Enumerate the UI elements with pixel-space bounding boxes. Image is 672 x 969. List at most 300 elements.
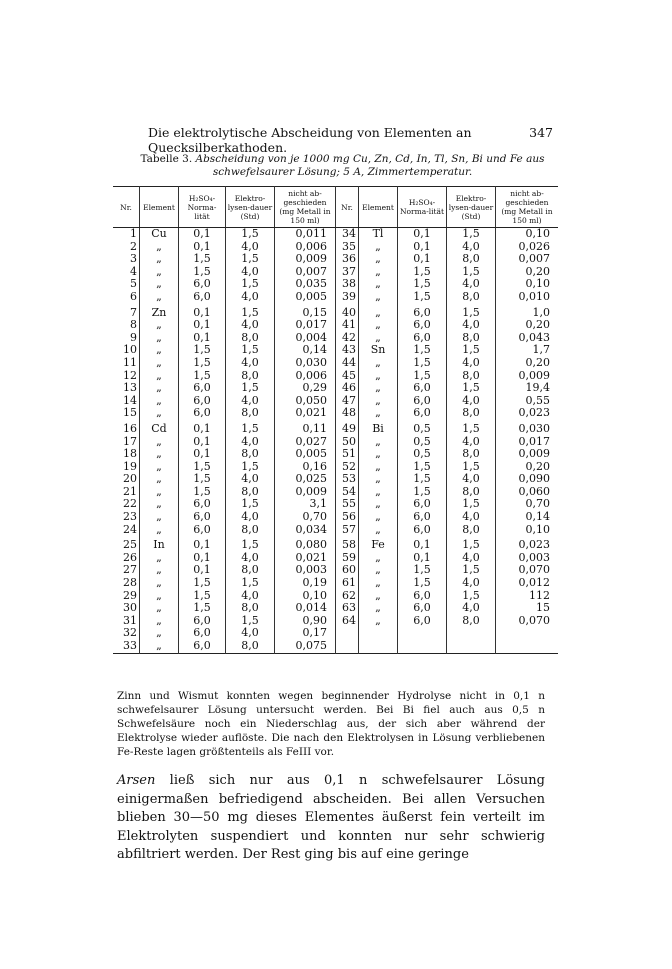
table-cell: 4,0 [447, 511, 496, 524]
table-cell: 19 [113, 461, 140, 474]
table-row [113, 473, 558, 486]
table-row [113, 253, 558, 266]
table-cell: 0,1 [179, 552, 226, 565]
table-cell: 0,014 [275, 602, 336, 615]
table-cell: Fe [359, 536, 398, 552]
table-cell: 1 [113, 228, 140, 241]
table-cell: 0,20 [525, 459, 550, 473]
table-cell: 22 [113, 498, 140, 511]
table-cell: 1,5 [398, 486, 447, 499]
table-cell [336, 627, 359, 640]
table-cell: 8 [113, 319, 140, 332]
table-cell: 8,0 [226, 448, 275, 461]
paragraph-text: ließ sich nur aus 0,1 n schwefelsaurer Lösung einigermaßen befriedigend abscheiden. Bei allen Versuchen blieben 30—50 mg dieses Elementes äußerst fein verteilt im Elektrolyten suspendiert und konnten nur sehr schwierig abfiltriert werden. Der Rest ging bis auf eine geringe [117, 773, 545, 862]
table-cell [336, 640, 359, 653]
table-cell: 4,0 [226, 291, 275, 304]
column-header: H₂SO₄-Norma-lität [179, 187, 226, 228]
table-cell: 0,004 [275, 332, 336, 345]
table-cell: 4,0 [226, 319, 275, 332]
table-cell: 27 [113, 564, 140, 577]
table-cell [398, 627, 447, 640]
table-row [113, 552, 558, 565]
table-cell: 0,1 [179, 536, 226, 552]
table-cell: 4,0 [447, 602, 496, 615]
table-cell: 0,025 [275, 473, 336, 486]
table-cell: 36 [336, 253, 359, 266]
table-cell: 1,5 [447, 266, 496, 279]
table-cell: 4,0 [447, 552, 496, 565]
column-header: Element [140, 187, 179, 228]
table-cell: 47 [336, 395, 359, 408]
table-cell: 1,5 [226, 420, 275, 436]
table-cell: 8,0 [447, 407, 496, 420]
table-row [113, 370, 558, 383]
table-cell: 63 [336, 602, 359, 615]
table-cell: 0,009 [518, 447, 550, 461]
table-cell: 1,0 [532, 305, 550, 319]
table-cell: 1,5 [398, 344, 447, 357]
table-cell: 6 [113, 291, 140, 304]
table-cell: 0,5 [398, 448, 447, 461]
table-cell: 1,5 [179, 253, 226, 266]
table-row [113, 536, 558, 552]
table-cell: „ [359, 448, 398, 461]
table-cell: 6,0 [179, 498, 226, 511]
table-cell: „ [140, 436, 179, 449]
table-row [113, 524, 558, 537]
table-row [113, 590, 558, 603]
table-cell: 1,5 [398, 357, 447, 370]
table-cell: 37 [336, 266, 359, 279]
table-cell: 4,0 [226, 266, 275, 279]
table-cell: 41 [336, 319, 359, 332]
table-row [113, 407, 558, 420]
table-cell: „ [359, 278, 398, 291]
table-cell: 0,030 [275, 357, 336, 370]
table-cell: 59 [336, 552, 359, 565]
table-cell: 8,0 [447, 448, 496, 461]
table-cell: 4,0 [226, 590, 275, 603]
table-row [113, 627, 558, 640]
table-cell: „ [140, 448, 179, 461]
table-cell: 1,5 [398, 564, 447, 577]
table-row [113, 332, 558, 345]
table-cell: 0,10 [525, 277, 550, 291]
table-cell: 62 [336, 590, 359, 603]
table-cell: Cu [140, 228, 179, 241]
table-cell: 0,14 [275, 344, 336, 357]
table-cell [359, 640, 398, 653]
table-cell: 6,0 [398, 590, 447, 603]
table-cell: 45 [336, 370, 359, 383]
table-cell: 1,5 [179, 357, 226, 370]
table-cell: 0,050 [275, 395, 336, 408]
table-cell: 0,1 [179, 319, 226, 332]
table-cell: „ [140, 253, 179, 266]
table-row [113, 278, 558, 291]
table-cell: 24 [113, 524, 140, 537]
table-cell: 1,5 [447, 304, 496, 320]
column-header: nicht ab-geschieden (mg Metall in 150 ml) [496, 187, 559, 228]
table-cell: 0,027 [275, 436, 336, 449]
table-cell: 0,15 [275, 304, 336, 320]
table-cell: 34 [336, 228, 359, 241]
table-cell: 8,0 [447, 486, 496, 499]
table-row [113, 395, 558, 408]
table-cell: 25 [113, 536, 140, 552]
table-cell: 6,0 [398, 498, 447, 511]
table-cell: „ [140, 577, 179, 590]
table-cell: „ [359, 524, 398, 537]
table-cell: 6,0 [179, 615, 226, 628]
table-cell: „ [140, 564, 179, 577]
table-cell: 1,5 [226, 536, 275, 552]
table-cell: 0,1 [398, 241, 447, 254]
table-cell: 0,043 [518, 330, 550, 344]
table-row [113, 228, 558, 241]
table-cell: 49 [336, 420, 359, 436]
table-cell: 1,5 [398, 278, 447, 291]
table-cell: 8,0 [226, 407, 275, 420]
table-cell: 50 [336, 436, 359, 449]
table-cell: 0,19 [275, 577, 336, 590]
table-cell: 0,009 [275, 486, 336, 499]
table-cell: 1,5 [447, 498, 496, 511]
table-cell: 42 [336, 332, 359, 345]
table-cell: 0,70 [525, 497, 550, 511]
table-header-row [113, 187, 558, 228]
table-cell: „ [140, 357, 179, 370]
table-cell: 31 [113, 615, 140, 628]
table-cell: „ [359, 266, 398, 279]
table-cell: 0,023 [518, 406, 550, 420]
table-cell [496, 627, 559, 640]
table-cell: 54 [336, 486, 359, 499]
table-cell: „ [140, 552, 179, 565]
table-cell: 40 [336, 304, 359, 320]
table-cell: 1,5 [398, 370, 447, 383]
table-cell: 0,070 [518, 563, 550, 577]
table-cell: 13 [113, 382, 140, 395]
table-cell: 1,5 [226, 228, 275, 241]
table-cell: 4,0 [447, 577, 496, 590]
table-cell: 21 [113, 486, 140, 499]
table-cell: 6,0 [179, 278, 226, 291]
column-header: Nr. [113, 187, 140, 228]
table-cell: „ [140, 370, 179, 383]
table-cell: 9 [113, 332, 140, 345]
table-cell: 0,034 [275, 524, 336, 537]
table-cell: 6,0 [398, 319, 447, 332]
table-cell: 0,017 [275, 319, 336, 332]
table-cell: 20 [113, 473, 140, 486]
table-cell: 10 [113, 344, 140, 357]
table-cell: 0,1 [398, 552, 447, 565]
table-cell: 0,006 [275, 370, 336, 383]
page-number: 347 [529, 125, 553, 140]
table-cell: 0,060 [518, 484, 550, 498]
table-cell: 4,0 [447, 357, 496, 370]
table-cell: 0,010 [518, 289, 550, 303]
table-cell: „ [359, 473, 398, 486]
table-cell: 0,011 [275, 228, 336, 241]
table-row [113, 304, 558, 320]
table-cell: „ [140, 486, 179, 499]
table-cell: „ [359, 615, 398, 628]
table-row [113, 615, 558, 628]
table-cell: „ [140, 241, 179, 254]
table-cell [447, 627, 496, 640]
table-cell: 17 [113, 436, 140, 449]
table-cell: 51 [336, 448, 359, 461]
table-cell: 0,11 [275, 420, 336, 436]
table-cell: 8,0 [447, 615, 496, 628]
table-cell: 0,20 [525, 355, 550, 369]
table-cell: 6,0 [398, 332, 447, 345]
table-body [113, 228, 558, 654]
table-cell: 0,10 [525, 522, 550, 536]
table-cell: 16 [113, 420, 140, 436]
table-cell: 4,0 [226, 552, 275, 565]
table-cell: 1,5 [447, 344, 496, 357]
table-cell: „ [140, 395, 179, 408]
table-cell: 1,5 [226, 304, 275, 320]
table-cell: 0,55 [525, 393, 550, 407]
table-cell: 1,5 [447, 564, 496, 577]
paragraph-lead: Arsen [117, 773, 156, 788]
table-cell: 4,0 [226, 436, 275, 449]
table-cell: 0,035 [275, 278, 336, 291]
table-row [113, 291, 558, 304]
table-cell: 4,0 [447, 473, 496, 486]
table-cell: 6,0 [179, 640, 226, 653]
table-cell: „ [359, 590, 398, 603]
table-cell: 4,0 [447, 436, 496, 449]
table-cell: „ [140, 627, 179, 640]
table-cell: 8,0 [226, 640, 275, 653]
running-head [148, 125, 553, 155]
table-cell: 0,14 [525, 510, 550, 524]
table-cell: „ [359, 395, 398, 408]
table-row [113, 564, 558, 577]
table-cell: 1,5 [226, 615, 275, 628]
table-row [113, 241, 558, 254]
table-cell: 1,5 [398, 577, 447, 590]
table-cell: 8,0 [226, 332, 275, 345]
table-cell: „ [140, 266, 179, 279]
table-cell: 1,5 [447, 461, 496, 474]
table-cell: „ [140, 461, 179, 474]
table-cell: 112 [529, 588, 550, 602]
table-cell: 0,10 [525, 227, 550, 240]
table-cell: Sn [359, 344, 398, 357]
table-cell: 6,0 [179, 407, 226, 420]
table-cell: 53 [336, 473, 359, 486]
table-cell: 8,0 [447, 524, 496, 537]
table-cell: 12 [113, 370, 140, 383]
table-cell: 2 [113, 241, 140, 254]
table-cell: „ [140, 524, 179, 537]
table-cell: 6,0 [179, 524, 226, 537]
table-cell: 39 [336, 291, 359, 304]
table-cell: 6,0 [179, 511, 226, 524]
table-cell: 0,1 [398, 228, 447, 241]
table-cell: 33 [113, 640, 140, 653]
table-cell: 5 [113, 278, 140, 291]
table-cell: 0,20 [525, 318, 550, 332]
table-row [113, 461, 558, 474]
table-cell: „ [359, 577, 398, 590]
table-cell: 0,012 [518, 576, 550, 590]
table-cell: 1,5 [226, 382, 275, 395]
table-cell: 4 [113, 266, 140, 279]
table-cell: 4,0 [226, 395, 275, 408]
table-cell: 48 [336, 407, 359, 420]
caption-label: Tabelle 3. [140, 153, 193, 165]
table-cell: „ [359, 382, 398, 395]
table-cell: 1,5 [226, 577, 275, 590]
table-cell: 0,10 [275, 590, 336, 603]
table-cell: „ [359, 370, 398, 383]
table-row [113, 448, 558, 461]
table-cell: 0,003 [275, 564, 336, 577]
table-cell: 4,0 [447, 395, 496, 408]
table-cell: 1,5 [447, 382, 496, 395]
table-cell: 0,009 [275, 253, 336, 266]
table-cell: 4,0 [447, 319, 496, 332]
table-cell: 14 [113, 395, 140, 408]
table-cell: „ [140, 473, 179, 486]
table-cell: 1,5 [398, 473, 447, 486]
table-cell: 1,5 [179, 370, 226, 383]
table-cell: 52 [336, 461, 359, 474]
table-cell: „ [140, 602, 179, 615]
table-cell: 8,0 [447, 332, 496, 345]
table-row [113, 602, 558, 615]
table-cell: 0,090 [518, 472, 550, 486]
table-cell: 0,1 [179, 420, 226, 436]
table-cell: 1,5 [226, 253, 275, 266]
column-header: Nr. [336, 187, 359, 228]
table-cell: 0,075 [275, 640, 336, 653]
table-cell: 44 [336, 357, 359, 370]
table-cell: 0,1 [179, 436, 226, 449]
table-cell: 6,0 [398, 602, 447, 615]
table-cell: 8,0 [447, 370, 496, 383]
table-row [113, 382, 558, 395]
table-cell [447, 640, 496, 653]
table-cell: 6,0 [398, 524, 447, 537]
table-cell: „ [140, 382, 179, 395]
table-cell: „ [359, 602, 398, 615]
table-cell: 1,5 [179, 602, 226, 615]
table-cell: 0,1 [398, 253, 447, 266]
table-cell: 6,0 [398, 511, 447, 524]
column-header: Elektro-lysen-dauer (Std) [447, 187, 496, 228]
table-cell: 1,5 [179, 473, 226, 486]
column-header: nicht ab-geschieden (mg Metall in 150 ml) [275, 187, 336, 228]
table-cell: 0,1 [179, 304, 226, 320]
table-footnote: Zinn und Wismut konnten wegen beginnender Hydrolyse nicht in 0,1 n schwefelsaurer Lösung untersucht werden. Bei Bi fiel auch aus 0,5 n Schwefelsäure noch ein Niederschlag aus, der sich aber während der Elektrolyse wieder auflöste. Die nach den Elektrolysen in Lösung verbliebenen Fe-Reste lagen größtenteils als FeIII vor. [117, 690, 545, 758]
table-cell: 0,030 [518, 421, 550, 435]
table-cell: 1,5 [179, 590, 226, 603]
table-cell: Zn [140, 304, 179, 320]
table-cell: 38 [336, 278, 359, 291]
caption-text: Abscheidung von je 1000 mg Cu, Zn, Cd, In, Tl, Sn, Bi und Fe aus schwefelsaurer Lösung; 5 A, Zimmertemperatur. [195, 153, 545, 178]
table-cell: „ [140, 615, 179, 628]
table-cell: 6,0 [179, 395, 226, 408]
table-cell: 6,0 [398, 382, 447, 395]
table-row [113, 357, 558, 370]
table-cell: 0,17 [275, 627, 336, 640]
table-cell: Tl [359, 228, 398, 241]
table-cell: 8,0 [226, 370, 275, 383]
table-cell: „ [359, 241, 398, 254]
table-cell: 0,1 [179, 564, 226, 577]
table-cell: 0,007 [518, 252, 550, 266]
table-cell: 1,7 [532, 343, 550, 357]
table-cell: 1,5 [179, 577, 226, 590]
table-cell: 0,003 [518, 550, 550, 564]
table-cell: 0,021 [275, 552, 336, 565]
table-cell: 58 [336, 536, 359, 552]
table-cell: „ [140, 498, 179, 511]
table-cell: 57 [336, 524, 359, 537]
table-cell: 43 [336, 344, 359, 357]
table-cell: 56 [336, 511, 359, 524]
table-cell [496, 640, 559, 653]
table-cell [398, 640, 447, 653]
table-cell: 0,29 [275, 382, 336, 395]
table-cell: 6,0 [179, 382, 226, 395]
table-cell: Bi [359, 420, 398, 436]
table-cell: 0,90 [275, 615, 336, 628]
table-cell: 11 [113, 357, 140, 370]
table-cell: 0,009 [518, 368, 550, 382]
table-cell: „ [140, 640, 179, 653]
table-cell: 4,0 [447, 241, 496, 254]
table-cell: 19,4 [525, 381, 550, 395]
table-cell: 4,0 [226, 473, 275, 486]
table-cell: 4,0 [226, 627, 275, 640]
table-cell: 61 [336, 577, 359, 590]
table-cell: 1,5 [226, 278, 275, 291]
table-cell: 8,0 [226, 602, 275, 615]
column-header: H₂SO₄-Norma-lität [398, 187, 447, 228]
table-cell: 28 [113, 577, 140, 590]
table-cell: „ [359, 357, 398, 370]
table-cell: „ [140, 407, 179, 420]
table-cell: „ [359, 552, 398, 565]
table-cell: „ [359, 291, 398, 304]
table-cell: 32 [113, 627, 140, 640]
table-cell: 55 [336, 498, 359, 511]
table-cell: 0,017 [518, 434, 550, 448]
table-cell: 4,0 [226, 357, 275, 370]
table-cell: „ [359, 436, 398, 449]
table-cell: 1,5 [226, 461, 275, 474]
table-cell: 6,0 [179, 627, 226, 640]
table-cell: 1,5 [447, 228, 496, 241]
table-cell: „ [140, 590, 179, 603]
table-cell: 6,0 [398, 407, 447, 420]
table-cell: 6,0 [398, 615, 447, 628]
table-caption [140, 153, 545, 179]
table-cell: „ [140, 511, 179, 524]
table-row [113, 640, 558, 653]
table-cell: 1,5 [179, 486, 226, 499]
table-cell: 0,20 [525, 264, 550, 278]
